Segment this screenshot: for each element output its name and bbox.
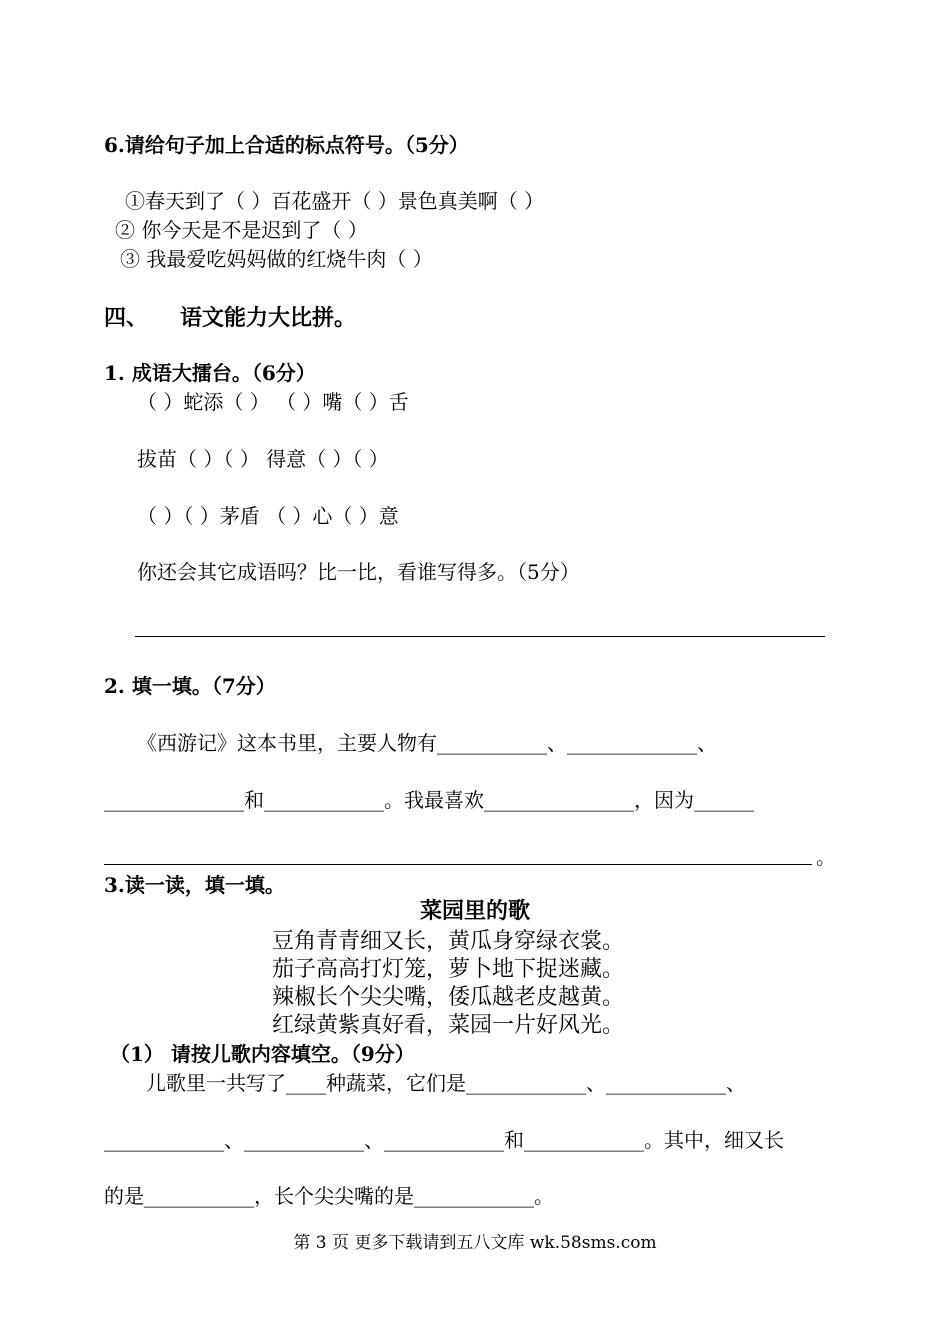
page-footer: 第 3 页 更多下载请到五八文库 wk.58sms.com <box>293 1233 657 1253</box>
part-2-title: 2. 填一填。（7分） <box>104 674 276 698</box>
vegetable-fill-line-2: ____________、____________、____________和____________。其中，细又长 <box>104 1128 784 1152</box>
part-3-title: 3.读一读，填一填。 <box>104 873 285 897</box>
part-1-title: 1. 成语大擂台。（6分） <box>104 361 316 385</box>
sub-question-1-title: （1） 请按儿歌内容填空。（9分） <box>110 1042 415 1066</box>
journey-west-line-1: 《西游记》这本书里，主要人物有___________、_____________、 <box>137 731 717 755</box>
q6-sentence-2: ② 你今天是不是迟到了（ ） <box>115 218 368 242</box>
idiom-row-2: 拔苗（ ）（ ） 得意（ ）（ ） <box>137 447 389 471</box>
q6-sentence-3: ③ 我最爱吃妈妈做的红烧牛肉（ ） <box>120 247 433 271</box>
journey-west-line-2: ______________和____________。我最喜欢_______________，因为______ <box>104 788 754 812</box>
poem-line-1: 豆角青青细又长，黄瓜身穿绿衣裳。 <box>272 929 625 954</box>
idiom-row-1: （ ）蛇添（ ） （ ）嘴（ ）舌 <box>137 390 409 414</box>
q6-sentence-1: ①春天到了（ ）百花盛开（ ）景色真美啊（ ） <box>125 189 545 213</box>
idiom-row-3: （ ）（ ）茅盾 （ ）心（ ）意 <box>137 504 399 528</box>
poem-title: 菜园里的歌 <box>419 898 530 924</box>
poem-line-4: 红绿黄紫真好看，菜园一片好风光。 <box>272 1013 625 1038</box>
idiom-answer-line[interactable] <box>135 636 825 637</box>
section-4-number: 四、 <box>104 305 149 331</box>
poem-line-2: 茄子高高打灯笼，萝卜地下捉迷藏。 <box>272 957 625 982</box>
poem-line-3: 辣椒长个尖尖嘴，倭瓜越老皮越黄。 <box>272 985 625 1010</box>
section-4-title: 语文能力大比拼。 <box>180 305 357 331</box>
journey-west-period: 。 <box>816 845 836 869</box>
vegetable-fill-line-1: 儿歌里一共写了____种蔬菜，它们是____________、____________、 <box>146 1071 746 1095</box>
vegetable-fill-line-3: 的是___________，长个尖尖嘴的是____________。 <box>104 1184 554 1208</box>
question-6-title: 6.请给句子加上合适的标点符号。（5分） <box>104 133 469 157</box>
journey-west-answer-line[interactable] <box>104 864 812 865</box>
idiom-extra-prompt: 你还会其它成语吗？比一比，看谁写得多。（5分） <box>137 560 580 584</box>
